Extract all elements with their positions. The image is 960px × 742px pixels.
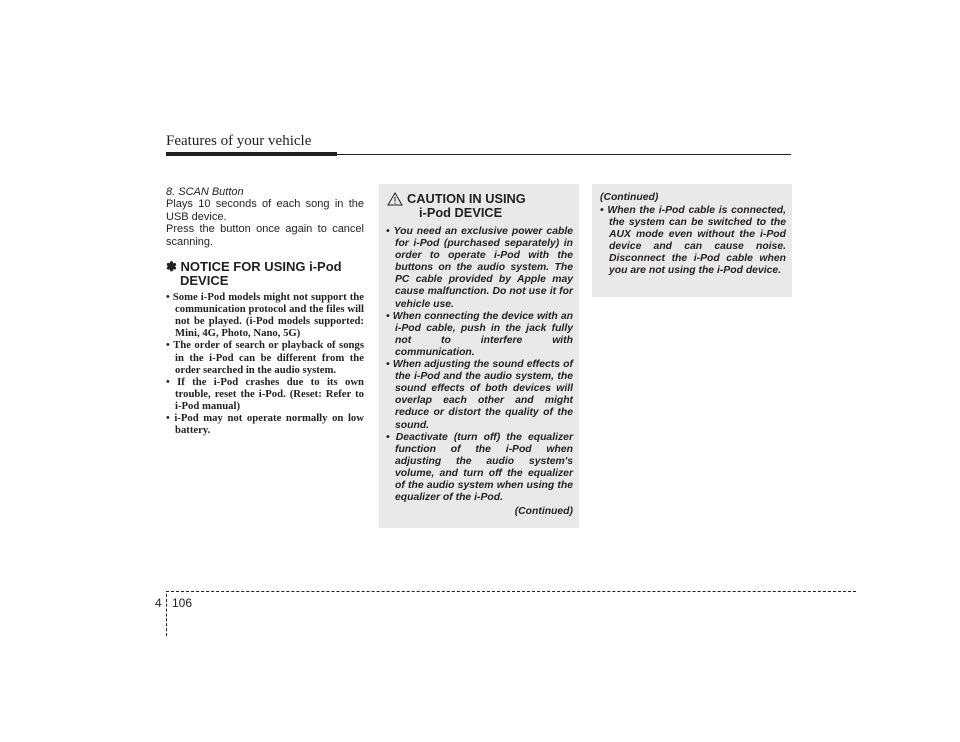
footer-dashed-rule <box>166 591 856 592</box>
notice-list <box>166 291 364 436</box>
page-number: 106 <box>172 596 193 610</box>
list-item: • When adjusting the sound effects of the i-Pod and the audio system, the sound effects of both devices will overlap each other and might reduce or distort the quality of the sound. <box>386 359 573 432</box>
header-rule <box>337 154 791 155</box>
notice-symbol-icon: ✽ <box>166 259 177 275</box>
footer-dashed-divider <box>166 594 167 636</box>
continued-label: (Continued) <box>600 192 659 203</box>
notice-heading <box>166 260 364 288</box>
notice-title-line2: DEVICE <box>180 273 229 289</box>
caution-title-line2: i-Pod DEVICE <box>419 205 503 220</box>
left-column <box>166 186 364 436</box>
scan-paragraph-2: Press the button once again to cancel scanning. <box>166 223 364 248</box>
list-item: • The order of search or playback of songs in the i-Pod can be different from the order searched in the audio system. <box>166 339 364 375</box>
list-item: • Some i-Pod models might not support the communication protocol and the files will not be played. (i-Pod models supported: Mini, 4G, Photo, Nano, 5G) <box>166 291 364 339</box>
page-header-title: Features of your vehicle <box>166 133 312 149</box>
scan-paragraph-1: Plays 10 seconds of each song in the USB device. <box>166 198 364 223</box>
list-item: • You need an exclusive power cable for i-Pod (purchased separately) in order to operate i-Pod with the buttons on the audio system. The PC cable provided by Apple may cause malfunction. Do not use it for vehicle use. <box>386 226 573 311</box>
caution-box <box>379 184 579 528</box>
caution-continued-box <box>592 184 792 297</box>
caution-continued-list <box>600 205 786 278</box>
header-bar <box>166 152 337 156</box>
scan-button-heading: 8. SCAN Button <box>166 186 244 198</box>
list-item: • Deactivate (turn off) the equalizer function of the i-Pod when adjusting the audio system's volume, and turn off the equalizer of the audio system when using the equalizer of the i-Pod. <box>386 432 573 505</box>
list-item: • When connecting the device with an i-Pod cable, push in the jack fully not to interfere with communication. <box>386 311 573 359</box>
notice-title-line1: NOTICE FOR USING i-Pod <box>180 259 342 275</box>
caution-title-line1: CAUTION IN USING <box>407 191 526 206</box>
warning-triangle-icon <box>387 192 403 206</box>
list-item: • When the i-Pod cable is connected, the system can be switched to the AUX mode even without the i-Pod device and can cause noise. Disconnect the i-Pod cable when you are not using the i-Pod device. <box>600 205 786 278</box>
list-item: • i-Pod may not operate normally on low battery. <box>166 412 364 436</box>
chapter-number: 4 <box>155 596 162 610</box>
caution-heading <box>387 192 573 220</box>
caution-list <box>386 226 573 504</box>
continued-label: (Continued) <box>514 506 573 517</box>
list-item: • If the i-Pod crashes due to its own trouble, reset the i-Pod. (Reset: Refer to i-Pod manual) <box>166 376 364 412</box>
